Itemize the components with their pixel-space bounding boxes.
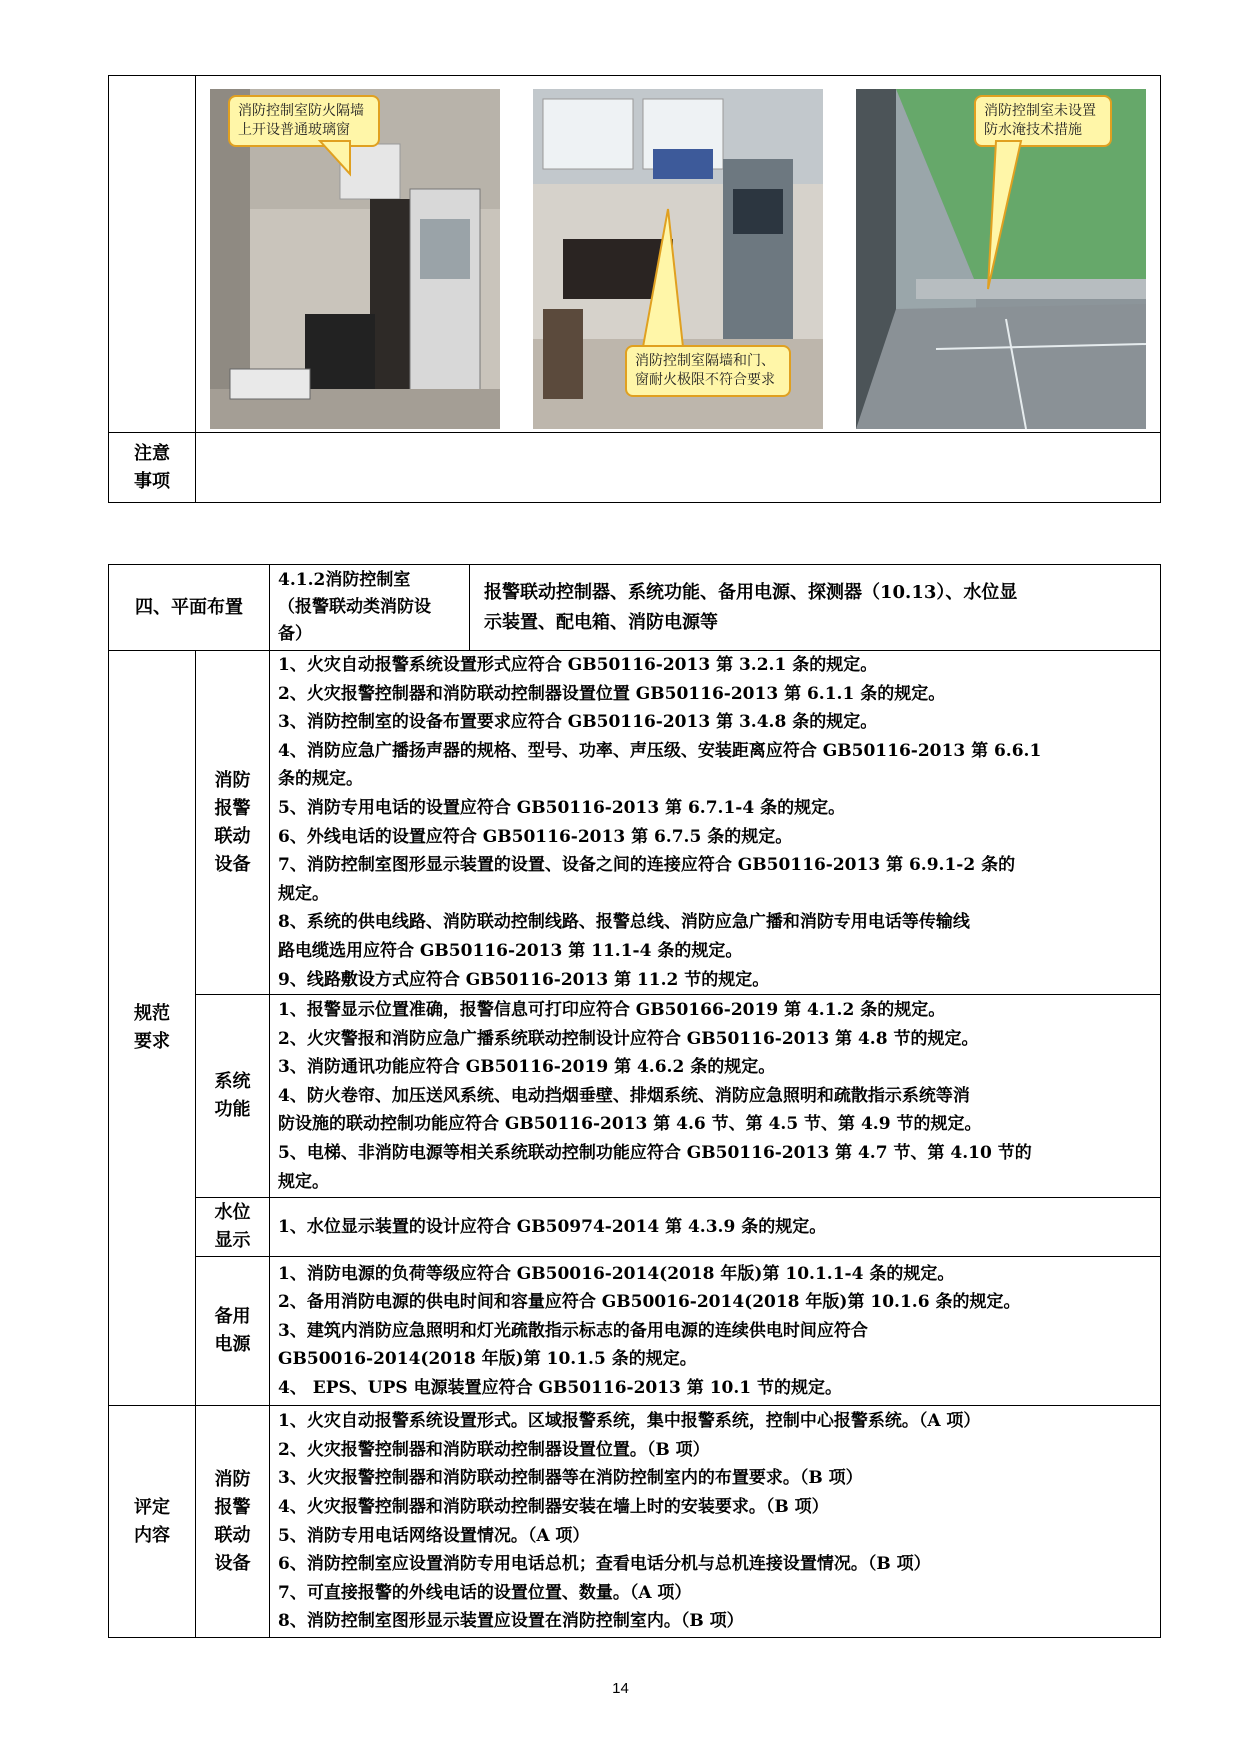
- eval-line: 8、消防控制室图形显示装置应设置在消防控制室内。（B 项）: [278, 1611, 744, 1632]
- req-4-line: 2、备用消防电源的供电时间和容量应符合 GB50016-2014(2018 年版)第 10.1.6 条的规定。: [278, 1292, 1021, 1313]
- eval-group-1-label-cell: [196, 1406, 270, 1638]
- req-4-line: GB50016-2014(2018 年版)第 10.1.5 条的规定。: [278, 1349, 697, 1370]
- req-1-line: 规定。: [278, 883, 329, 904]
- evaluation-label-cell: [109, 1406, 196, 1638]
- eval-group-1-label: 消防 报警 联动 设备: [214, 1468, 251, 1574]
- req-2-line: 1、报警显示位置准确，报警信息可打印应符合 GB50166-2019 第 4.1.2 条的规定。: [278, 1000, 946, 1021]
- req-group-2-content: [270, 995, 1161, 1198]
- eval-line: 2、火灾报警控制器和消防联动控制器设置位置。（B 项）: [278, 1439, 710, 1460]
- req-4-line: 3、建筑内消防应急照明和灯光疏散指示标志的备用电源的连续供电时间应符合: [278, 1320, 868, 1341]
- req-1-line: 1、火灾自动报警系统设置形式应符合 GB50116-2013 第 3.2.1 条的规定。: [278, 655, 878, 675]
- req-group-4-label-cell: [196, 1257, 270, 1406]
- photo-cell: [196, 76, 1161, 433]
- evaluation-label: 评定 内容: [134, 1496, 170, 1546]
- req-group-1-content: [270, 651, 1161, 995]
- photo-1-callout-pointer: [210, 89, 500, 429]
- header-section-cell: [109, 565, 270, 651]
- eval-line: 3、火灾报警控制器和消防联动控制器等在消防控制室内的布置要求。（B 项）: [278, 1468, 863, 1489]
- req-1-line: 8、系统的供电线路、消防联动控制线路、报警总线、消防应急广播和消防专用电话等传输线: [278, 912, 970, 933]
- requirements-label: 规范 要求: [134, 1003, 170, 1053]
- req-group-3-content: [270, 1198, 1161, 1257]
- header-item: 4.1.2消防控制室 （报警联动类消防设 备）: [278, 570, 431, 644]
- req-2-line: 5、电梯、非消防电源等相关系统联动控制功能应符合 GB50116-2013 第 4.7 节、第 4.10 节的: [278, 1143, 1032, 1164]
- header-section: 四、平面布置: [135, 596, 243, 618]
- eval-line: 4、火灾报警控制器和消防联动控制器安装在墙上时的安装要求。（B 项）: [278, 1497, 829, 1518]
- req-group-3-label-cell: [196, 1198, 270, 1257]
- photo-2-callout: [625, 345, 791, 397]
- req-group-4-content: [270, 1257, 1161, 1406]
- req-group-1-label-cell: [196, 651, 270, 995]
- photo-row-label: [109, 76, 196, 433]
- req-4-line: 1、消防电源的负荷等级应符合 GB50016-2014(2018 年版)第 10.1.1-4 条的规定。: [278, 1263, 955, 1284]
- eval-line: 6、消防控制室应设置消防专用电话总机；查看电话分机与总机连接设置情况。（B 项）: [278, 1554, 931, 1575]
- req-1-line: 5、消防专用电话的设置应符合 GB50116-2013 第 6.7.1-4 条的规定。: [278, 797, 846, 818]
- req-1-line: 3、消防控制室的设备布置要求应符合 GB50116-2013 第 3.4.8 条的规定。: [278, 712, 878, 733]
- req-group-3-label: 水位 显示: [214, 1202, 251, 1252]
- req-2-line: 3、消防通讯功能应符合 GB50116-2019 第 4.6.2 条的规定。: [278, 1057, 776, 1078]
- req-group-2-label: 系统 功能: [214, 1071, 251, 1121]
- req-1-line: 条的规定。: [278, 769, 363, 790]
- req-1-line: 4、消防应急广播扬声器的规格、型号、功率、声压级、安装距离应符合 GB50116-2013 第 6.6.1: [278, 740, 1042, 761]
- req-group-4-label: 备用 电源: [214, 1306, 251, 1356]
- header-scope: 报警联动控制器、系统功能、备用电源、探测器（10.13）、水位显 示装置、配电箱、消防电源等: [484, 581, 1018, 633]
- eval-line: 7、可直接报警的外线电话的设置位置、数量。（A 项）: [278, 1582, 692, 1603]
- header-scope-cell: [470, 565, 1161, 651]
- photo-3-callout-pointer: [856, 89, 1146, 429]
- photo-1-callout-text: 消防控制室防火隔墙 上开设普通玻璃窗: [238, 103, 364, 138]
- req-1-line: 6、外线电话的设置应符合 GB50116-2013 第 6.7.5 条的规定。: [278, 826, 793, 847]
- req-1-line: 9、线路敷设方式应符合 GB50116-2013 第 11.2 节的规定。: [278, 969, 770, 990]
- req-2-line: 规定。: [278, 1171, 329, 1192]
- req-4-line: 4、 EPS、UPS 电源装置应符合 GB50116-2013 第 10.1 节的规定。: [278, 1378, 843, 1399]
- req-group-1-label: 消防 报警 联动 设备: [214, 769, 251, 875]
- req-1-line: 7、消防控制室图形显示装置的设置、设备之间的连接应符合 GB50116-2013 第 6.9.1-2 条的: [278, 855, 1016, 876]
- req-2-line: 4、防火卷帘、加压送风系统、电动挡烟垂壁、排烟系统、消防应急照明和疏散指示系统等消: [278, 1085, 970, 1106]
- photo-2-callout-text: 消防控制室隔墙和门、 窗耐火极限不符合要求: [635, 353, 775, 388]
- photo-table: [108, 75, 1161, 503]
- requirements-label-cell: [109, 651, 196, 1406]
- photo-2: [533, 89, 823, 429]
- req-1-line: 2、火灾报警控制器和消防联动控制器设置位置 GB50116-2013 第 6.1.1 条的规定。: [278, 683, 946, 704]
- note-content-cell: [196, 433, 1161, 503]
- eval-line: 5、消防专用电话网络设置情况。（A 项）: [278, 1525, 590, 1546]
- page-number: 14: [612, 1680, 629, 1697]
- req-2-line: 2、火灾警报和消防应急广播系统联动控制设计应符合 GB50116-2013 第 4.8 节的规定。: [278, 1028, 979, 1049]
- main-table: [108, 564, 1161, 1638]
- req-1-line: 路电缆选用应符合 GB50116-2013 第 11.1-4 条的规定。: [278, 940, 743, 961]
- req-group-2-label-cell: [196, 995, 270, 1198]
- req-2-line: 防设施的联动控制功能应符合 GB50116-2013 第 4.6 节、第 4.5 节、第 4.9 节的规定。: [278, 1114, 982, 1135]
- req-3-line: 1、水位显示装置的设计应符合 GB50974-2014 第 4.3.9 条的规定。: [278, 1216, 827, 1237]
- note-label: 注意 事项: [134, 442, 170, 492]
- eval-line: 1、火灾自动报警系统设置形式。区域报警系统，集中报警系统，控制中心报警系统。（A 项）: [278, 1411, 981, 1432]
- note-label-cell: [109, 433, 196, 503]
- photo-3: [856, 89, 1146, 429]
- header-item-cell: [270, 565, 470, 651]
- photo-1: [210, 89, 500, 429]
- eval-group-1-content: [270, 1406, 1161, 1638]
- photo-3-callout-text: 消防控制室未设置 防水淹技术措施: [984, 103, 1096, 138]
